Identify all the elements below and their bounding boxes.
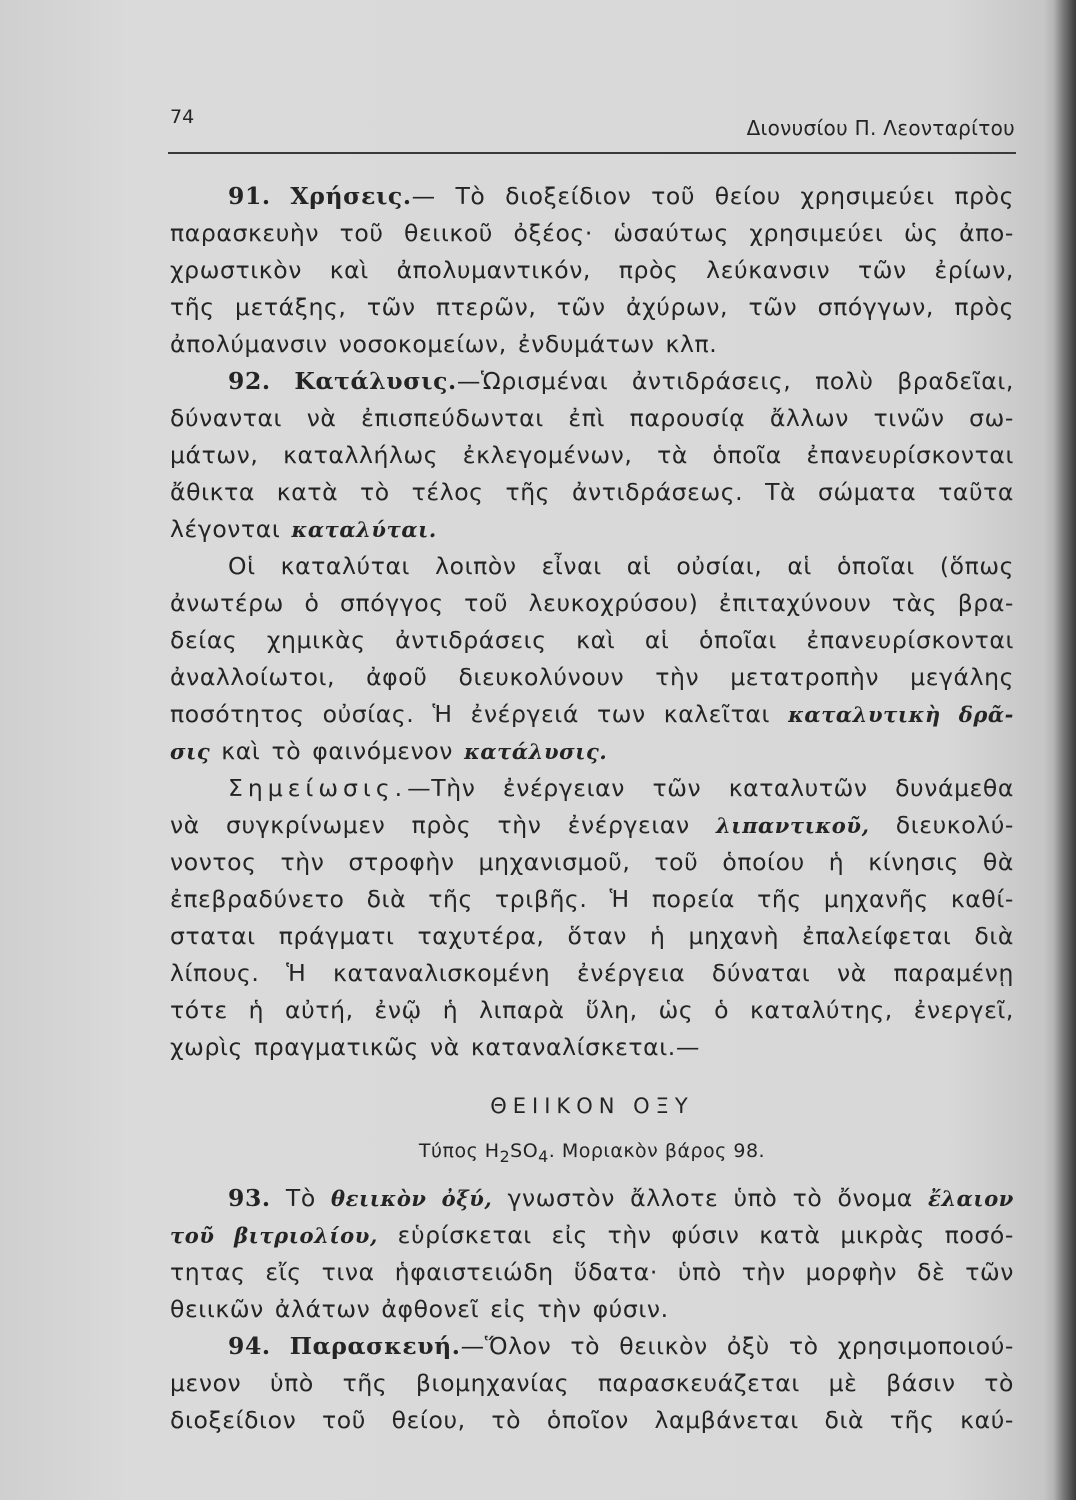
note-line-5: σταται πράγματι ταχυτέρα, ὅταν ἡ μηχανὴ ἐπαλείφεται διὰ: [170, 922, 1014, 950]
p91-title: Χρήσεις.: [290, 182, 412, 210]
body-text: [170, 178, 1014, 1439]
note-line-1: Σημείωσις.—Τὴν ἐνέργειαν τῶν καταλυτῶν δυνάμεθα: [228, 774, 1014, 802]
p91-line-5: ἀπολύμανσιν νοσοκομείων, ἐνδυμάτων κλπ.: [170, 330, 718, 358]
term-katalytai: καταλύται.: [291, 517, 437, 542]
p92b-line-5: ποσότητος οὐσίας. Ἡ ἐνέργειά των καλεῖται καταλυτικὴ δρᾶ-: [170, 700, 1014, 728]
formula-line: Τύπος $H_2SO_4$. Μοριακὸν βάρος 98.: [418, 1140, 766, 1166]
note-line-2: νὰ συγκρίνωμεν πρὸς τὴν ἐνέργειαν λιπαντικοῦ, διευκολύ-: [170, 811, 1014, 839]
p92b-line-4: ἀναλλοίωτοι, ἀφοῦ διευκολύνουν τὴν μετατροπὴν μεγάλης: [170, 663, 1014, 691]
p94-number: 94.: [228, 1332, 271, 1360]
p92-title: Κατάλυσις.: [294, 367, 457, 395]
p93-number: 93.: [228, 1184, 271, 1212]
p92b-line-3: δείας χημικὰς ἀντιδράσεις καὶ αἱ ὁποῖαι ἐπανευρίσκονται: [170, 626, 1014, 654]
note-line-8: χωρὶς πραγματικῶς νὰ καταναλίσκεται.—: [170, 1033, 700, 1061]
running-head: Διονυσίου Π. Λεονταρίτου: [746, 116, 1015, 140]
term-lipantikou: λιπαντικοῦ,: [715, 813, 870, 838]
p91-line-2: παρασκευὴν τοῦ θειικοῦ ὀξέος· ὡσαύτως χρησιμεύει ὡς ἀπο-: [170, 219, 1014, 247]
note-line-7: τότε ἡ αὐτή, ἐνῷ ἡ λιπαρὰ ὕλη, ὡς ὁ καταλύτης, ἐνεργεῖ,: [170, 996, 1014, 1024]
p92-line-2: δύνανται νὰ ἐπισπεύδωνται ἐπὶ παρουσίᾳ ἄλλων τινῶν σω-: [170, 404, 1014, 432]
p94-line-2: μενον ὑπὸ τῆς βιομηχανίας παρασκευάζεται μὲ βάσιν τὸ: [170, 1369, 1014, 1397]
note-line-3: νοντος τὴν στροφὴν μηχανισμοῦ, τοῦ ὁποίου ἡ κίνησις θὰ: [170, 848, 1014, 876]
page-number: 74: [170, 106, 195, 128]
p92-line-5: λέγονται καταλύται.: [170, 515, 437, 543]
p94-line-3: διοξείδιον τοῦ θείου, τὸ ὁποῖον λαμβάνεται διὰ τῆς καύ-: [170, 1406, 1014, 1434]
p92-line-1: 92. Κατάλυσις.—Ὡρισμέναι ἀντιδράσεις, πολὺ βραδεῖαι,: [228, 367, 1014, 395]
term-elaion: ἔλαιον: [927, 1186, 1014, 1211]
p92-number: 92.: [228, 367, 271, 395]
p93-line-4: θειικῶν ἀλάτων ἀφθονεῖ εἰς τὴν φύσιν.: [170, 1295, 669, 1323]
term-katalysis: κατάλυσις.: [464, 739, 608, 764]
p94-line-1: 94. Παρασκευή.—Ὅλον τὸ θειικὸν ὀξὺ τὸ χρησιμοποιού-: [228, 1332, 1014, 1360]
p93-line-2: τοῦ βιτριολίου, εὑρίσκεται εἰς τὴν φύσιν κατὰ μικρὰς ποσό-: [170, 1221, 1014, 1249]
p91-line-1: 91. Χρήσεις.— Τὸ διοξείδιον τοῦ θείου χρησιμεύει πρὸς: [228, 182, 1014, 210]
page-edge-shadow: [1054, 0, 1076, 1500]
p93-line-1: 93. Τὸ θειικὸν ὀξύ, γνωστὸν ἄλλοτε ὑπὸ τὸ ὄνομα ἔλαιον: [228, 1184, 1014, 1212]
note-label: Σημείωσις.: [228, 774, 408, 802]
p92b-line-2: ἀνωτέρω ὁ σπόγγος τοῦ λευκοχρύσου) ἐπιταχύνουν τὰς βρα-: [170, 589, 1014, 617]
p91-number: 91.: [228, 182, 271, 210]
p92b-line-1: Οἱ καταλύται λοιπὸν εἶναι αἱ οὐσίαι, αἱ ὁποῖαι (ὅπως: [228, 552, 1014, 580]
term-katalytiki-drasis: καταλυτικὴ δρᾶ-: [788, 702, 1014, 727]
header-rule: [168, 152, 1016, 154]
term-theiikon-oxy: θειικὸν ὀξύ,: [330, 1186, 493, 1211]
note-line-6: λίπους. Ἡ καταναλισκομένη ἐνέργεια δύναται νὰ παραμένῃ: [170, 959, 1014, 987]
p92-line-4: ἄθικτα κατὰ τὸ τέλος τῆς ἀντιδράσεως. Τὰ σώματα ταῦτα: [170, 478, 1014, 506]
page-header: [170, 106, 1015, 140]
term-drasis-end: σις: [170, 739, 211, 764]
section-title: ΘΕΙΙΚΟΝ ΟΞΥ: [490, 1094, 694, 1118]
p91-line-3: χρωστικὸν καὶ ἀπολυμαντικόν, πρὸς λεύκανσιν τῶν ἐρίων,: [170, 256, 1014, 284]
note-line-4: ἐπεβραδύνετο διὰ τῆς τριβῆς. Ἡ πορεία τῆς μηχανῆς καθί-: [170, 885, 1014, 913]
p94-title: Παρασκευή.: [289, 1332, 461, 1360]
p92-line-3: μάτων, καταλλήλως ἐκλεγομένων, τὰ ὁποῖα ἐπανευρίσκονται: [170, 441, 1014, 469]
p91-line-4: τῆς μετάξης, τῶν πτερῶν, τῶν ἀχύρων, τῶν σπόγγων, πρὸς: [170, 293, 1014, 321]
p93-line-3: τητας εἴς τινα ἡφαιστειώδη ὕδατα· ὑπὸ τὴν μορφὴν δὲ τῶν: [170, 1258, 1014, 1286]
term-vitriolion: τοῦ βιτριολίου,: [170, 1223, 378, 1248]
p92b-line-6: σις καὶ τὸ φαινόμενον κατάλυσις.: [170, 737, 608, 765]
